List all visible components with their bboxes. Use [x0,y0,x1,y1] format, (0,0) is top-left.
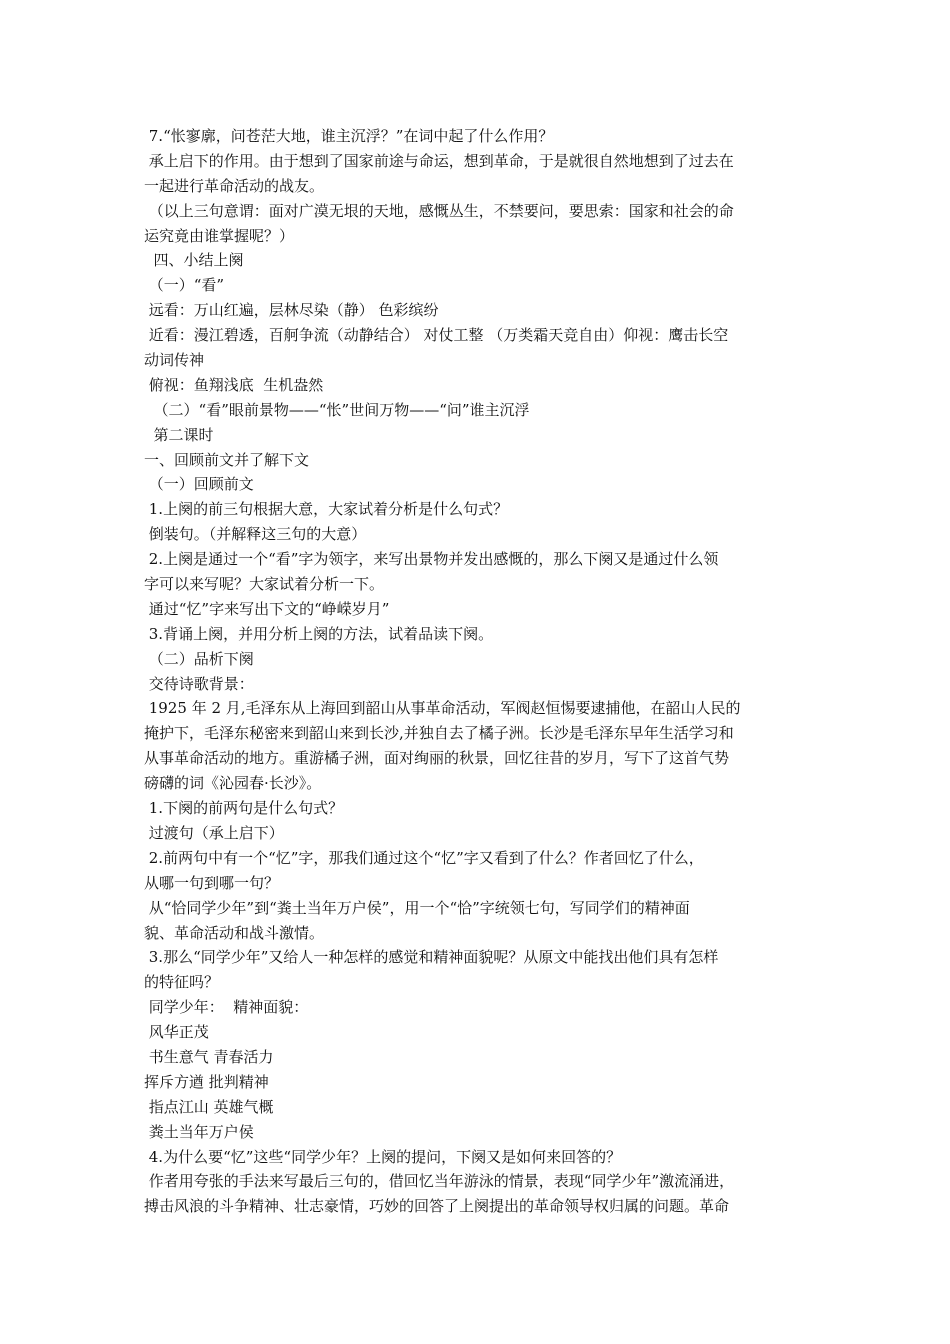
text-line: 掩护下，毛泽东秘密来到韶山来到长沙,并独自去了橘子洲。长沙是毛泽东早年生活学习和 [144,724,734,743]
text-line: 书生意气 青春活力 [144,1047,274,1066]
text-line: 指点江山 英雄气概 [144,1097,274,1116]
document-body [144,124,808,1219]
text-line: 从哪一句到哪一句？ [144,873,280,892]
text-line: 俯视：鱼翔浅底 生机盎然 [144,375,324,394]
text-line: 2.前两句中有一个“忆”字，那我们通过这个“忆”字又看到了什么？作者回忆了什么， [144,848,704,867]
text-line: 磅礴的词《沁园春·长沙》。 [144,774,322,793]
text-line: 字可以来写呢？大家试着分析一下。 [144,575,385,594]
text-line: 的特征吗？ [144,973,220,992]
lesson-heading: 第二课时 [144,425,214,444]
subsection-heading: （二）“看”眼前景物——“怅”世间万物——“问”谁主沉浮 [144,400,530,419]
section-heading: 四、小结上阕 [144,251,244,270]
text-line: 搏击风浪的斗争精神、壮志豪情，巧妙的回答了上阕提出的革命领导权归属的问题。革命 [144,1197,730,1216]
text-line: 貌、革命活动和战斗激情。 [144,923,325,942]
text-line: 挥斥方遒 批判精神 [144,1072,269,1091]
text-line: 1.上阕的前三句根据大意，大家试着分析是什么句式？ [144,500,509,519]
text-line: （以上三句意谓：面对广漠无垠的天地，感慨丛生，不禁要问，要思索：国家和社会的命 [144,201,734,220]
text-line: 远看：万山红遍，层林尽染（静） 色彩缤纷 [144,301,439,320]
text-line: 动词传神 [144,351,205,370]
text-line: 从“恰同学少年”到“粪土当年万户侯”，用一个“恰”字统领七句，写同学们的精神面 [144,898,690,917]
text-line: 3.那么“同学少年”又给人一种怎样的感觉和精神面貌呢？从原文中能找出他们具有怎样 [144,948,719,967]
section-heading: 一、回顾前文并了解下文 [144,450,310,469]
text-line: 粪土当年万户侯 [144,1122,254,1141]
subsection-heading: （二）品析下阕 [144,649,254,668]
text-line: 从事革命活动的地方。重游橘子洲，面对绚丽的秋景，回忆往昔的岁月，写下了这首气势 [144,749,730,768]
text-line: 同学少年： 精神面貌： [144,998,309,1017]
subsection-heading: （一）“看” [144,276,225,295]
text-line: 作者用夸张的手法来写最后三句的，借回忆当年游泳的情景，表现“同学少年”激流涌进， [144,1172,735,1191]
text-line: 3.背诵上阕，并用分析上阕的方法，试着品读下阕。 [144,624,494,643]
text-line: 通过“忆”字来写出下文的“峥嵘岁月” [144,599,390,618]
text-line: 交待诗歌背景： [144,674,254,693]
text-line: 倒装句。（并解释这三句的大意） [144,525,367,544]
text-line: 一起进行革命活动的战友。 [144,176,325,195]
subsection-heading: （一）回顾前文 [144,475,254,494]
text-line: 2.上阕是通过一个“看”字为领字，来写出景物并发出感慨的，那么下阕又是通过什么领 [144,550,719,569]
text-line: 1.下阕的前两句是什么句式？ [144,799,344,818]
text-line: 运究竟由谁掌握呢？） [144,226,295,245]
text-line: 过渡句（承上启下） [144,823,284,842]
text-line: 近看：漫江碧透，百舸争流（动静结合） 对仗工整 （万类霜天竞自由）仰视：鹰击长空 [144,326,729,345]
text-line: 4.为什么要“忆”这些“同学少年？上阕的提问，下阕又是如何来回答的？ [144,1147,622,1166]
text-line: 1925 年 2 月,毛泽东从上海回到韶山从事革命活动，军阀赵恒惕要逮捕他，在韶山人民的 [144,699,741,718]
text-line: 风华正茂 [144,1023,209,1042]
text-line: 承上启下的作用。由于想到了国家前途与命运，想到革命，于是就很自然地想到了过去在 [144,151,734,170]
text-line: 7.“怅寥廓，问苍茫大地，谁主沉浮？”在词中起了什么作用？ [144,127,554,145]
